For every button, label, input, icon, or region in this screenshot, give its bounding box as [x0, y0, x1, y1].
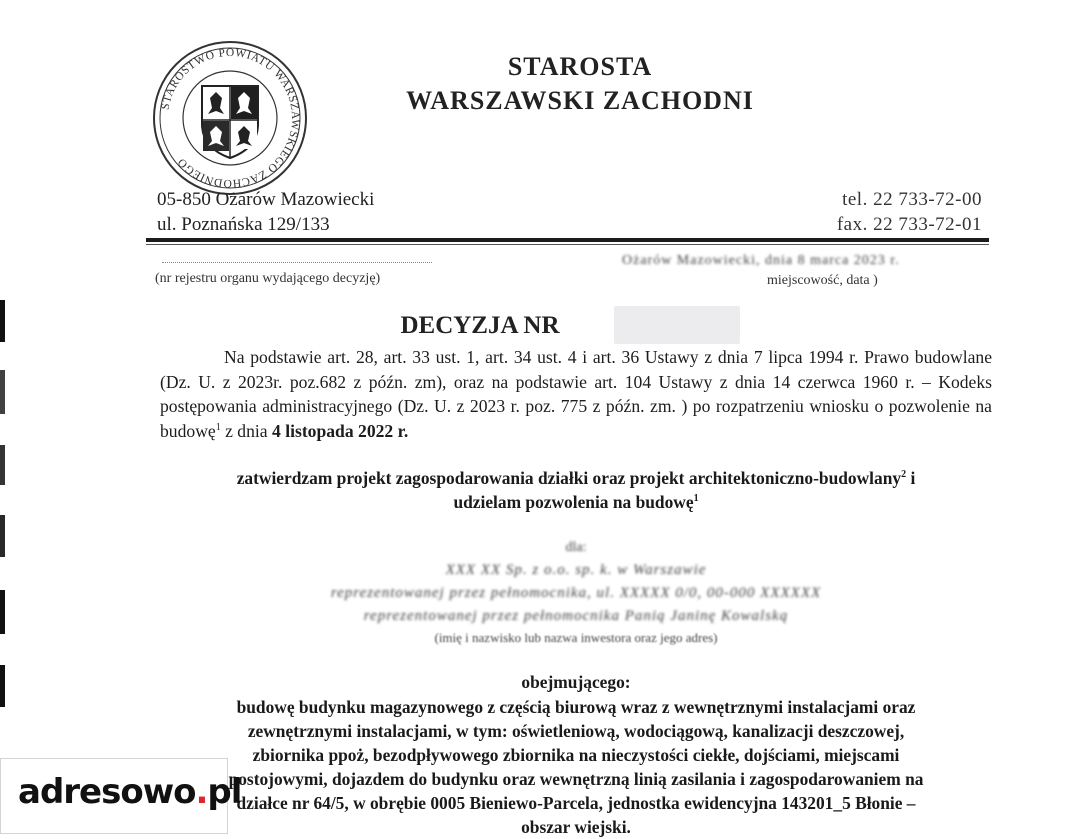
scope-label: obejmującego:	[521, 672, 631, 692]
fax-number: fax. 22 733-72-01	[836, 214, 982, 235]
svg-text:STAROSTWO POWIATU WARSZAWSKIEG: STAROSTWO POWIATU WARSZAWSKIEGO ZACHODNIEGO	[159, 46, 302, 190]
investor-name: XXX XX Sp. z o.o. sp. k. w Warszawie	[445, 562, 707, 578]
scope-line: budowę budynku magazynowego z częścią biurową wraz z wewnętrznymi instalacjami oraz	[236, 697, 916, 717]
register-dotted-line	[162, 262, 432, 264]
place-date-caption: miejscowość, data )	[767, 273, 878, 288]
address-street: ul. Poznańska 129/133	[157, 214, 330, 235]
scope-line: obszar wiejski.	[521, 817, 631, 837]
investor-for-label: dla:	[565, 540, 587, 555]
scope-line: zbiornika ppoż, bezodpływowego zbiornika na nieczystości ciekłe, dojściami, miejscami	[252, 745, 900, 765]
legal-basis-paragraph: Na podstawie art. 28, art. 33 ust. 1, art. 34 ust. 4 i art. 36 Ustawy z dnia 7 lipca 1994 r. Prawo budowlane (Dz. U. z 2023r. poz.682 z późn. zm), oraz na podstawie art. 104 Ustawy z dnia 14 czerwca 1960 r. – Kodeks postępowania administracyjnego (Dz. U. z 2023 r. poz. 775 z późn. zm. ) po rozpatrzeniu wniosku o pozwolenie na budowę$^1$ z dnia 4 listopada 2022 r.	[160, 347, 992, 441]
authority-title: STAROSTA	[507, 52, 653, 81]
phone-number: tel. 22 733-72-00	[842, 189, 982, 210]
application-date: 4 listopada 2022 r.	[272, 420, 409, 441]
investor-representative: reprezentowanej przez pełnomocnika Panią Janinę Kowalską	[363, 608, 789, 624]
watermark-logo: adresowo.pl	[18, 772, 242, 812]
investor-caption: (imię i nazwisko lub nazwa inwestora oraz jego adres)	[434, 630, 718, 645]
header-divider	[146, 238, 989, 242]
scan-edge-mark	[0, 665, 5, 707]
county-seal-icon	[152, 40, 308, 196]
decision-statement: zatwierdzam projekt zagospodarowania działki oraz projekt architektoniczno-budowlany$^2$ i udzielam pozwolenia na budowę$^1$	[236, 468, 916, 512]
document-title: DECYZJA NR	[400, 312, 560, 339]
header-divider-thin	[146, 244, 989, 245]
register-caption: (nr rejestru organu wydającego decyzję)	[155, 271, 381, 286]
authority-name: WARSZAWSKI ZACHODNI	[406, 86, 754, 115]
scope-description	[160, 695, 992, 839]
scope-line: zewnętrznymi instalacjami, w tym: oświetleniową, wodociągową, kanalizacji deszczowej,	[247, 721, 905, 741]
address-line: 05-850 Ożarów Mazowiecki	[157, 189, 375, 210]
scan-edge-mark	[0, 370, 5, 414]
scan-edge-mark	[0, 445, 5, 485]
scan-edge-mark	[0, 590, 5, 634]
decision-number-redaction	[614, 306, 740, 344]
investor-address: reprezentowanej przez pełnomocnika, ul. XXXXX 0/0, 00-000 XXXXXX	[330, 585, 822, 601]
scope-line: działce nr 64/5, w obrębie 0005 Bieniewo-Parcela, jednostka ewidencyjna 143201_5 Błonie –	[236, 793, 916, 813]
scope-line: postojowymi, dojazdem do budynku oraz wewnętrzną linią zasilania i zagospodarowaniem na	[228, 769, 924, 789]
place-date-value: Ożarów Mazowiecki, dnia 8 marca 2023 r.	[622, 253, 900, 268]
scan-edge-mark	[0, 515, 5, 557]
